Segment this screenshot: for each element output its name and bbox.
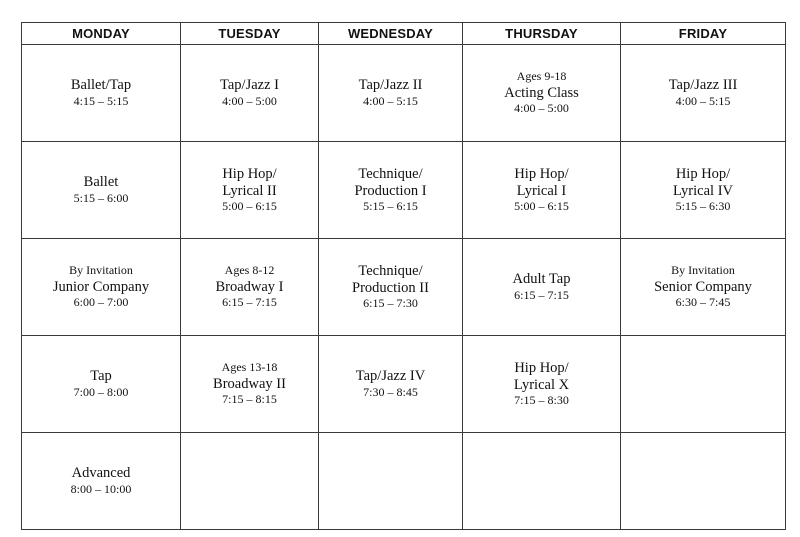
class-slot-thursday xyxy=(463,239,621,336)
class-slot-wednesday xyxy=(319,142,463,239)
class-schedule-table xyxy=(21,22,786,530)
class-name: Broadway II xyxy=(213,375,286,392)
class-time: 4:00 – 5:00 xyxy=(514,101,569,116)
schedule-row xyxy=(22,239,786,336)
class-slot-monday xyxy=(22,45,181,142)
class-slot-wednesday xyxy=(319,45,463,142)
header-thursday: THURSDAY xyxy=(463,23,621,45)
class-note: By Invitation xyxy=(671,262,735,277)
class-name: Acting Class xyxy=(504,84,579,101)
class-time: 7:15 – 8:15 xyxy=(222,392,277,407)
class-slot-thursday xyxy=(463,45,621,142)
header-tuesday: TUESDAY xyxy=(181,23,319,45)
header-row xyxy=(22,23,786,45)
class-name: Lyrical II xyxy=(222,182,277,199)
empty-slot-tuesday xyxy=(181,433,319,530)
class-time: 4:00 – 5:15 xyxy=(363,93,418,108)
class-name: Adult Tap xyxy=(512,271,571,288)
class-note: Ages 13-18 xyxy=(221,359,278,374)
class-name: Production I xyxy=(354,182,427,199)
class-time: 6:15 – 7:30 xyxy=(363,296,418,311)
class-slot-tuesday xyxy=(181,336,319,433)
class-slot-monday xyxy=(22,433,181,530)
empty-slot-wednesday xyxy=(319,433,463,530)
schedule-row xyxy=(22,433,786,530)
class-name: Broadway I xyxy=(215,278,284,295)
class-name: Ballet xyxy=(83,174,119,191)
class-slot-tuesday xyxy=(181,45,319,142)
class-name: Advanced xyxy=(71,465,131,482)
empty-slot-friday xyxy=(621,336,786,433)
class-slot-friday xyxy=(621,45,786,142)
class-slot-friday xyxy=(621,239,786,336)
class-time: 7:15 – 8:30 xyxy=(514,393,569,408)
class-name: Junior Company xyxy=(52,278,150,295)
class-name: Technique/ xyxy=(358,262,423,279)
class-time: 5:00 – 6:15 xyxy=(514,199,569,214)
class-time: 6:15 – 7:15 xyxy=(222,295,277,310)
class-time: 6:00 – 7:00 xyxy=(73,295,129,310)
class-name: Production II xyxy=(352,279,429,296)
class-slot-wednesday xyxy=(319,336,463,433)
class-time: 7:00 – 8:00 xyxy=(73,384,129,399)
class-name: Tap/Jazz IV xyxy=(355,368,426,385)
class-name: Tap/Jazz III xyxy=(668,77,738,94)
class-note: Ages 9-18 xyxy=(516,68,567,83)
class-time: 5:00 – 6:15 xyxy=(222,199,277,214)
schedule-row xyxy=(22,336,786,433)
class-time: 6:30 – 7:45 xyxy=(675,295,731,310)
class-time: 4:00 – 5:15 xyxy=(675,93,731,108)
schedule-body xyxy=(22,45,786,530)
class-time: 7:30 – 8:45 xyxy=(363,384,418,399)
empty-slot-thursday xyxy=(463,433,621,530)
class-time: 4:15 – 5:15 xyxy=(73,93,129,108)
class-name: Lyrical I xyxy=(516,182,567,199)
class-time: 5:15 – 6:15 xyxy=(363,199,418,214)
class-name: Tap/Jazz II xyxy=(358,77,423,94)
class-slot-thursday xyxy=(463,336,621,433)
class-slot-monday xyxy=(22,336,181,433)
header-wednesday: WEDNESDAY xyxy=(319,23,463,45)
schedule-row xyxy=(22,142,786,239)
class-time: 6:15 – 7:15 xyxy=(514,287,569,302)
class-slot-monday xyxy=(22,239,181,336)
class-note: By Invitation xyxy=(69,262,133,277)
class-name: Hip Hop/ xyxy=(514,165,569,182)
class-name: Lyrical X xyxy=(513,376,570,393)
class-name: Senior Company xyxy=(654,278,752,295)
class-note: Ages 8-12 xyxy=(224,262,275,277)
class-time: 4:00 – 5:00 xyxy=(222,93,277,108)
header-friday: FRIDAY xyxy=(621,23,786,45)
schedule-header xyxy=(22,23,786,45)
class-slot-friday xyxy=(621,142,786,239)
class-time: 5:15 – 6:30 xyxy=(675,199,731,214)
schedule-row xyxy=(22,45,786,142)
class-time: 5:15 – 6:00 xyxy=(73,190,129,205)
class-name: Ballet/Tap xyxy=(70,77,132,94)
class-name: Tap/Jazz I xyxy=(220,77,279,94)
class-slot-thursday xyxy=(463,142,621,239)
class-name: Hip Hop/ xyxy=(222,165,277,182)
class-slot-monday xyxy=(22,142,181,239)
class-name: Hip Hop/ xyxy=(675,165,731,182)
class-name: Tap xyxy=(90,368,112,385)
class-name: Hip Hop/ xyxy=(514,359,569,376)
class-name: Technique/ xyxy=(358,165,423,182)
class-time: 8:00 – 10:00 xyxy=(70,481,132,496)
header-monday: MONDAY xyxy=(22,23,181,45)
class-slot-tuesday xyxy=(181,142,319,239)
class-slot-wednesday xyxy=(319,239,463,336)
class-slot-tuesday xyxy=(181,239,319,336)
class-name: Lyrical IV xyxy=(673,182,733,199)
empty-slot-friday xyxy=(621,433,786,530)
